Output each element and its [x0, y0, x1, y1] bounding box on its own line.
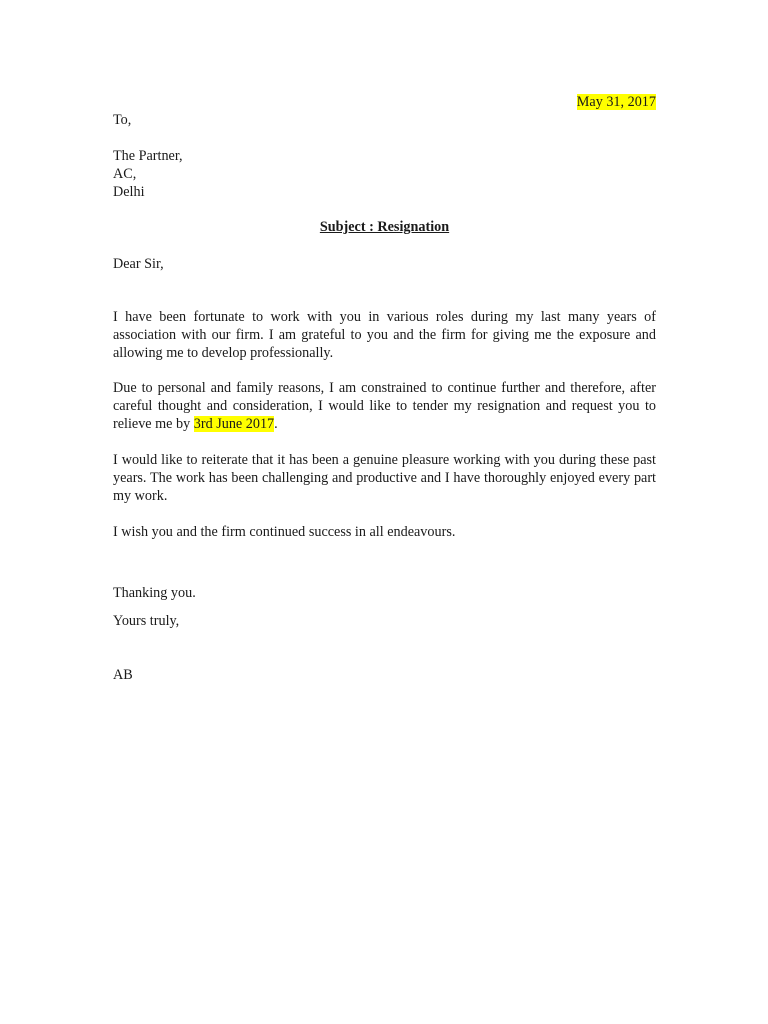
paragraph-4: I wish you and the firm continued success in all endeavours.: [113, 524, 456, 540]
paragraph-3: I would like to reiterate that it has been a genuine pleasure working with you during these past years. The work has been challenging and productive and I have thoroughly enjoyed every part my work.: [113, 452, 656, 504]
recipient-line-city: Delhi: [113, 184, 145, 200]
date-highlight: May 31, 2017: [576, 94, 656, 110]
signature: AB: [113, 667, 133, 683]
paragraph-2-text: Due to personal and family reasons, I am constrained to continue further and therefore, after careful thought and consideration, I would like to tender my resignation and request you to relieve me by: [113, 380, 656, 432]
paragraph-1: I have been fortunate to work with you in various roles during my last many years of association with our firm. I am grateful to you and the firm for giving me the exposure and allowing me to develop professionally.: [113, 309, 656, 361]
closing-line: Yours truly,: [113, 613, 180, 629]
paragraph-2-end: .: [274, 416, 278, 432]
relieve-date-highlight: 3rd June 2017: [193, 416, 275, 432]
recipient-line-title: The Partner,: [113, 148, 183, 164]
letter-greeting: Dear Sir,: [113, 256, 164, 272]
recipient-line-org: AC,: [113, 166, 137, 182]
salutation-to: To,: [113, 112, 132, 128]
recipient-address: [113, 147, 656, 201]
paragraph-2: [113, 379, 656, 433]
letter-subject: Subject : Resignation: [319, 219, 450, 235]
thanking-line: Thanking you.: [113, 585, 196, 601]
letter-date: [577, 93, 656, 111]
